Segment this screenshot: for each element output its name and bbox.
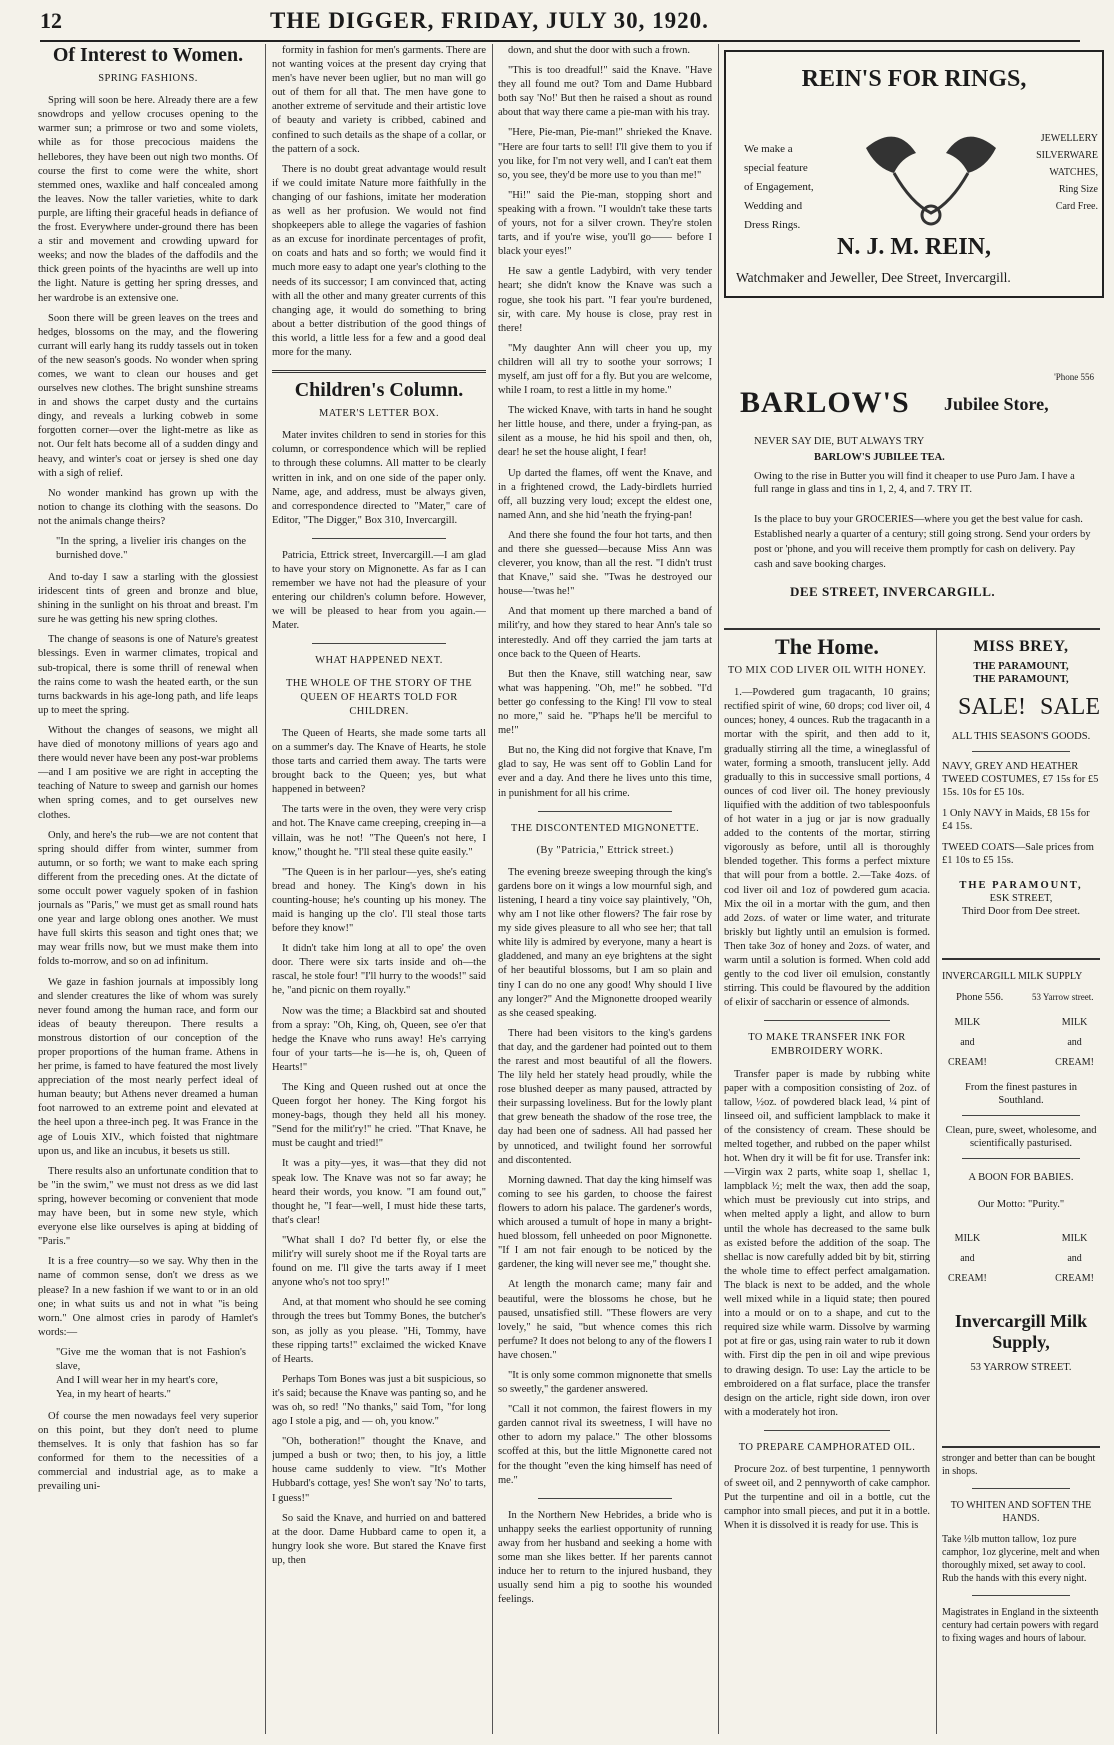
ad-subtitle: THE PARAMOUNT, <box>973 674 1069 685</box>
paragraph: There results also an unfortunate condition that to be "in the swim," we must not dress as we did last spring, however becoming or convenient that mode may have been, but in some new style, which everyone else like ourselves is aping at bidding of "Paris." <box>38 1165 258 1248</box>
paragraph: It didn't take him long at all to ope' the oven door. There were six tarts inside and oh—the rascal, he stole four! "I'll hurry to the woods!" said he, "and picnic on them royally." <box>272 943 486 997</box>
paragraph: Up darted the flames, off went the Knave, and in a frightened crowd, the Lady-birdlets hurried off, all buzzing very loud; except the eldest one, named Ann, and she hid 'neath the frying-pan! <box>498 467 712 521</box>
ad-line: SILVERWARE <box>1036 150 1098 161</box>
paragraph: Without the changes of seasons, we might all have died of monotony millions of years ago and there would never have been any post-war problems—and I am positive we are right in accepting the teaching of Nature to sweep and garnish our homes when spring comes, and to get ourselves new clothes. <box>38 724 258 821</box>
ad-name: Invercargill Milk <box>954 1311 1088 1331</box>
paragraph: Now was the time; a Blackbird sat and shouted from a spray: "Oh, King, oh, Queen, see o'er that hedge the Knave who runs away! He's carrying four of your tarts—he is—he is, oh, Queen of Hearts!" <box>272 1005 486 1073</box>
ad-line: ALL THIS SEASON'S GOODS. <box>951 731 1091 742</box>
paragraph: "Oh, botheration!" thought the Knave, and jumped a bush or two; then, to his joy, a little house came suddenly to view. "It's Mother Hubbard's cottage, yes! She won't say 'No' to tarts, I guess!" <box>272 1436 486 1504</box>
recipe-heading: TO WHITEN AND SOFTEN THE HANDS. <box>950 1500 1092 1524</box>
paragraph: The change of seasons is one of Nature's greatest blessings. Even in warmer climates, tropical and sub-tropical, there is some thrill of renewal when the rains come to wash the heated earth, or the sun turns backwards in his age-long path, and life leaps up to meet the spring. <box>38 634 258 716</box>
paragraph: formity in fashion for men's garments. There are not wanting voices at the present day crying that men's have never been uglier, but no man will go out of them for all that. The men have gone to another extreme of servitude and their artistic love of beauty and variety is cribbed, cabined and confined to such details as the shape of a collar, or the pattern of a sock. <box>272 45 486 155</box>
ad-line: NEVER SAY DIE, BUT ALWAYS TRY <box>754 436 925 447</box>
paragraph: No wonder mankind has grown up with the notion to change its clothing with the seasons. Do not the animals change theirs? <box>38 487 258 527</box>
paragraph: "Here, Pie-man, Pie-man!" shrieked the Knave. "Here are four tarts to sell! I'll give them to you if you like, for I'm not very well, and I can't eat them so, you see, they'd be more use to you than me!" <box>498 127 712 181</box>
divider <box>962 1158 1080 1159</box>
ad-line: BARLOW'S JUBILEE TEA. <box>814 452 945 463</box>
ad-line: WATCHES, <box>1049 167 1098 178</box>
ad-line: ESK STREET, <box>989 893 1053 904</box>
ad-word: CREAM! <box>948 1273 987 1284</box>
paragraph: stronger and better than can be bought in shops. <box>942 1453 1096 1477</box>
paragraph: Soon there will be green leaves on the trees and hedges, blossoms on the may, and the flowering currant will early hang its ruddy tassels out in token of the new season's goods. No wonder when spring comes, we want to clean our houses and get ourselves new clothes. The bright sunshine streams in and shows the carpet dusty and the curtains dingy, and reveals a lurking cobweb in some forgotten corner—over the light-metre as like as not. Our felt hats become all of a sudden dingy and heavy, and winter's coat or jersey is shed one day with a sigh of relief. <box>38 312 258 479</box>
paragraph: And to-day I saw a starling with the glossiest iridescent tints of green and bronze and blue, shining in the sunlight on his throat and breast. I'm sure he was getting his new spring clothes. <box>38 572 258 626</box>
ad-title: REIN'S FOR RINGS, <box>801 66 1027 92</box>
ad-address: 53 Yarrow street. <box>1032 992 1094 1002</box>
divider <box>972 751 1070 752</box>
divider <box>972 1488 1070 1489</box>
column-tips <box>942 1446 1100 1736</box>
column-women <box>38 44 258 1734</box>
ad-word: CREAM! <box>948 1057 987 1068</box>
paragraph: Only, and here's the rub—we are not content that spring should differ from winter, summer from autumn, or so forth; we want to make each spring different from the preceding ones. At the dictate of some occult power vaguely spoken of in fashion journals as "Paris," we must get as small round hats one year and large oblong ones another. We must have full skirts this season and tight ones that; we may wear frills now, but we must make them into folds to-morrow, and so on ad infinitum. <box>38 829 258 968</box>
recipe-heading: TO MAKE TRANSFER INK FOR EMBROIDERY WORK. <box>748 1032 906 1058</box>
divider <box>538 1498 672 1499</box>
milk-cell <box>1055 1013 1094 1073</box>
paragraph: "This is too dreadful!" said the Knave. "Have they all found me out? Tom and Dame Hubbard both say 'No!' But then he raised a shout as round about that way there came a pie-man with his tray. <box>498 65 712 119</box>
section-heading: The Home. <box>775 636 879 659</box>
ad-line: Clean, pure, sweet, wholesome, and scientifically pasturised. <box>945 1125 1097 1149</box>
ad-line: We make a <box>744 143 793 155</box>
birds-ring-icon <box>856 118 1006 228</box>
ad-line: JEWELLERY <box>1040 133 1098 144</box>
paragraph: "My daughter Ann will cheer you up, my children will all try to soothe your sorrows; I myself, am just off for a fly. But you are welcome, while I roam, to rest a little in my home." <box>498 342 712 397</box>
article-subheading: SPRING FASHIONS. <box>98 73 198 85</box>
ad-word: and <box>1067 1253 1082 1264</box>
ad-line: A BOON FOR BABIES. <box>968 1172 1074 1183</box>
paragraph: 1.—Powdered gum tragacanth, 10 grains; rectified spirit of wine, 60 drops; cod liver oil, 4 ounces; honey, 4 ounces. Rub the tragacanth in a mortar with the spirit, and then add to it, gradually stirring all the time, a wineglassful of water, forming a smooth, translucent jelly. Add gradually to this in successive small portions, 4 ounces of cod liver oil. The honey previously liquified with the addition of two tablespoonfuls of hot water in a jug or jar is now gradually added to the contents of the mortar, stirring vigorously as before, until all is thoroughly blended together. This forms a perfect mixture that will pour from a bottle. 2.—Take 4ozs. of cod liver oil and 1oz of powdered gum acacia. Mix the oil in a mortar with the gum, and then add 2ozs. of water or lime water, and triturate briskly but lightly until an emulsion is formed. Then take 3oz of honey and 2ozs. of water, and warm until a solution is formed. When cold add gently to the cod liver oil emulsion, constantly stirring. This could be flavoured by the addition of elixir of saccharin or essence of almonds. <box>724 687 930 1009</box>
paragraph: down, and shut the door with such a frown. <box>508 45 690 56</box>
story-subheading: THE WHOLE OF THE STORY OF THE QUEEN OF HEARTS TOLD FOR CHILDREN. <box>285 677 473 717</box>
divider <box>312 643 446 644</box>
ad-word: and <box>1067 1037 1082 1048</box>
ad-address: 53 YARROW STREET. <box>970 1362 1072 1373</box>
barlow-advertisement <box>724 372 1100 620</box>
ad-line: Is the place to buy your GROCERIES—where you get the best value for cash. Established nearly a quarter of a century; still going strong. Send your orders by post or 'phone, and you will receive them promptly for cash on delivery. Pay cash and save booking charges. <box>754 514 1091 570</box>
ad-line: THE PARAMOUNT, <box>959 880 1083 891</box>
column-rule <box>265 44 266 1734</box>
ad-word: MILK <box>954 1017 981 1028</box>
paragraph: But then the Knave, still watching near, saw what was happening. "Oh, me!" he sobbed. "I'd better go confessing to the King! I'll vow to steal no more," said he. "P'haps he'll be merciful to me!" <box>498 668 712 737</box>
sale-label: SALE! <box>958 694 1026 720</box>
verse-line: Yea, in my heart of hearts." <box>56 1388 171 1400</box>
paragraph: Of course the men nowadays feel very superior on this point, but they don't need to plume themselves. It is only that fashion has so far conformed for them to the necessities of a commercial and industrial age, as to make a prevailing uni- <box>38 1410 258 1493</box>
paragraph: There had been visitors to the king's gardens that day, and the gardener had pointed out to them the rarest and most beautiful of all the flowers. The lily held her stately head proudly, while the rose blushed deeper as many paused, attracted by their surpassing loveliness. But for the lowly plant that grew beneath the shadow of the rose tree, the day had been one of sadness. All had passed her by unnoticed, and twilight found her sorrowful and discontented. <box>498 1027 712 1166</box>
milk-cream-grid <box>948 1229 1094 1289</box>
paragraph: But no, the King did not forgive that Knave, I'm glad to say, He was sent off to Goblin Land for ever and a day. And there he lives unto this time, in punishment for all his crime. <box>498 745 712 799</box>
paragraph: It is a free country—so we say. Why then in the name of common sense, don't we dress as we please? In a new fashion if we want to or in an old one; in what suits us and not in what "is being worn." One almost cries in parody of Hamlet's words:— <box>38 1256 258 1338</box>
paragraph: Transfer paper is made by rubbing white paper with a composition consisting of 2oz. of tallow, ½oz. of powdered black lead, ¼ pint of linseed oil, and sufficient lampblack to make it of the consistency of cream. These should be melted together, and rubbed on the paper whilst hot. When dry it will be fit for use. Transfer ink:—Virgin wax 2 parts, white soap 1, shellac 1, lampblack ½; melt the wax, then add the soap, which must be previously cut into strips, and when melted apply a light, and allow to burn until the whole has decreased to the same bulk as existed before the addition of the soap. The shellac is now carefully added bit by bit, stirring the whole time to effect perfect amalgamation. The black is next to be added, and the whole well mixed while in a liquid state; then poured into a mould or on to a shape, and cut to the required size while warm. Dissolve by warming pot at fire or gas, using rain water to rub it down with. First dip the pen in oil and wipe previous to drawing design. To use: Lay the article to be embroidered on a flat surface, place the transfer design on the article, right side down, iron over with a moderately hot iron. <box>724 1068 930 1418</box>
ad-address: Watchmaker and Jeweller, Dee Street, Invercargill. <box>736 270 1011 285</box>
milk-advertisement <box>942 958 1100 1440</box>
paragraph: "What shall I do? I'd better fly, or else the milit'ry will surely shoot me if the Royal tarts are found on me. I'll give the tarts away if I meet anyone who's not too spry!" <box>272 1234 486 1289</box>
ad-phone: Phone 556. <box>956 992 1004 1003</box>
verse <box>56 1346 246 1402</box>
section-heading: Of Interest to Women. <box>52 44 244 66</box>
ad-line: From the finest pastures in Southland. <box>965 1082 1077 1106</box>
divider <box>724 628 1100 630</box>
divider <box>764 1020 890 1021</box>
paragraph: So said the Knave, and hurried on and battered at the door. Dame Hubbard came to open it, a hungry look she wore. But stared the Knave first up, then <box>272 1512 486 1566</box>
ad-title: BARLOW'S <box>740 386 910 419</box>
paragraph: "The Queen is in her parlour—yes, she's eating bread and honey. The King's down in his counting-house; he's counting up his money. The maid is hanging up the clo'. I'll steal those tarts before they know!" <box>272 866 486 935</box>
ad-subtitle: THE PARAMOUNT, <box>973 661 1069 672</box>
paragraph: In the Northern New Hebrides, a bride who is unhappy seeks the earliest opportunity of running away from her husband and seeking a home with some man she likes better. If her parents cannot induce her to return to the injured husband, they usually send him a pig to soothe his wounded feelings. <box>498 1509 712 1606</box>
brey-advertisement <box>942 638 1100 950</box>
ad-word: and <box>960 1037 975 1048</box>
ad-line: Third Door from Dee street. <box>961 906 1081 917</box>
column-stories <box>498 44 712 1734</box>
paragraph: He saw a gentle Ladybird, with very tender heart; she didn't know the Knave was such a rogue, she took his part. "I fear you're burdened, sir, with care. My house is close, pray rest in there! <box>498 266 712 334</box>
ad-subtitle: Jubilee Store, <box>944 394 1049 414</box>
column-rule <box>936 630 937 1734</box>
milk-cell <box>948 1013 987 1073</box>
paragraph: We gaze in fashion journals at impossibly long and slender creatures the like of whom was surely never found among the human race, and form our ideas of beauty thereupon. There results a monstrous distortion of our conception of the proper proportions of the human frame. Athens in her prime, is famed to have featured the most lively appreciation of the most nearly perfect ideal of human beauty; but Athens never dreamed a human foot narrowed to an extreme point and elevated at the heel upon a three-inch peg. It was France in the age of Louis XIV., which foisted that nightmare upon us, and like an incubus, it besets us still. <box>38 976 258 1157</box>
ad-line: Our Motto: "Purity." <box>977 1199 1065 1210</box>
milk-cell <box>948 1229 987 1289</box>
sale-label: SALE <box>1040 694 1100 720</box>
divider <box>962 1115 1080 1116</box>
paragraph: There is no doubt great advantage would result if we could imitate Nature more faithfully in the changing of our fashions, imitate her moderation as well as her profusion. We would not find shopkeepers able to allege the vagaries of fashion as an excuse for inordinate percentages of profit, on coats and hats and so forth; we would find it much more easy to adapt one year's clothing to the needs of its successor; I am convinced that, acting with all the other and many greater currents of this changing age, it would do something to bring about a better distribution of the good things of this world, a little less for a few and a good deal more for the many. <box>272 163 486 358</box>
paragraph: The evening breeze sweeping through the king's gardens bore on it wings a low mournful sigh, and listening, I heard a tiny voice say plaintively, "Oh, why am I not like other flowers? The fair rose by my side gives pleasure to all who see her; that tall white lily is admired by everyone, many a heart is gladdened, and many an eye brightens at the sight of her beautiful blossoms, but I am so plain and tiny I can do no one any good! Why should I live any longer?" And the Mignonette drooped wearily as she ceased speaking. <box>498 866 712 1019</box>
paragraph: Take ½lb mutton tallow, 1oz pure camphor, 1oz glycerine, melt and when thoroughly mixed, set away to cool. Rub the hands with this every night. <box>942 1534 1100 1584</box>
paragraph: "Call it not common, the fairest flowers in my garden cannot rival its sweetness, I will have no other to adorn my palace." The other blossoms scoffed at this, but the little Mignonette cared not for the thought "even the king himself has need of me." <box>498 1404 712 1486</box>
quotation: "In the spring, a livelier iris changes on the burnished dove." <box>56 536 246 561</box>
paragraph: And there she found the four hot tarts, and then and there she guessed—because Miss Ann was cleverer, you know, than all the rest. "I didn't trust that Knave," said she. "Twas he destroyed our house—'twas he!" <box>498 529 712 598</box>
paragraph: And that moment up there marched a band of milit'ry, and how they stared to hear Ann's tale so interestedly. And off they carried the jam tarts at once back to the Queen of Hearts. <box>498 606 712 660</box>
paragraph: And, at that moment who should he see coming through the trees but Tommy Bones, the butcher's son, as jolly as you please. "Hi, Tommy, have these ripping tarts!" exclaimed the wicked Knave of Hearts. <box>272 1297 486 1365</box>
milk-cell <box>1055 1229 1094 1289</box>
paragraph: Perhaps Tom Bones was just a bit suspicious, so it's said; because the Knave was panting so, and he was oh, so red! "No thanks," said Tom, "for long ago I stole a pig, and — oh, you know." <box>272 1373 486 1428</box>
paragraph: The King and Queen rushed out at once the Queen forgot her honey. The King forgot his money-bags, though they held all his money. "Send for the milit'ry!" he cried. "That Knave, he must be caught and tried!" <box>272 1082 486 1150</box>
ad-title: MISS BREY, <box>973 638 1069 655</box>
ad-line: Wedding and <box>744 200 803 212</box>
sale-banner <box>942 694 1100 730</box>
page-number: 12 <box>40 8 62 33</box>
ad-left-text <box>744 140 854 235</box>
ad-line: of Engagement, <box>744 181 814 193</box>
ad-word: CREAM! <box>1055 1057 1094 1068</box>
recipe-heading: TO MIX COD LIVER OIL WITH HONEY. <box>727 665 927 677</box>
paragraph: It was a pity—yes, it was—that they did not speak low. The Knave was not so far away; he heard their words, you know. "I am found out," thought he, "I fear—well, I must hide these tarts, that's clear! <box>272 1158 486 1226</box>
ad-line: Owing to the rise in Butter you will find it cheaper to use Puro Jam. I have a full range in glass and tins in 1, 2, 4, and 7. TRY IT. <box>754 471 1075 495</box>
verse-line: "Give me the woman that is not Fashion's slave, <box>56 1346 246 1372</box>
milk-cream-grid <box>948 1013 1094 1073</box>
divider <box>764 1430 890 1431</box>
column-rule <box>718 44 719 1734</box>
section-heading: Children's Column. <box>294 379 464 402</box>
ad-line: Dress Rings. <box>744 219 801 231</box>
verse-line: And I will wear her in my heart's core, <box>56 1374 218 1386</box>
divider <box>538 811 672 812</box>
ad-line: Card Free. <box>1055 201 1098 212</box>
divider <box>272 370 486 373</box>
recipe-heading: TO PREPARE CAMPHORATED OIL. <box>738 1441 916 1453</box>
ad-phone: 'Phone 556 <box>1054 372 1094 382</box>
ad-line: 1 Only NAVY in Maids, £8 15s for £4 15s. <box>942 808 1090 832</box>
masthead-title: THE DIGGER, FRIDAY, JULY 30, 1920. <box>270 8 709 33</box>
paragraph: At length the monarch came; many fair and beautiful, were the blossoms he chose, but he paused, unsatisfied still. "These flowers are very lovely," he said, "but whence comes this rich perfume? It does not belong to any of the flowers I have chosen." <box>498 1279 712 1361</box>
paragraph: Patricia, Ettrick street, Invercargill.—I am glad to have your story on Mignonette. As far as I can remember we have not had the pleasure of your entering our children's column before. However, we will be pleased to hear from you again.—Mater. <box>272 549 486 632</box>
article-subheading: MATER'S LETTER BOX. <box>318 408 440 420</box>
rein-advertisement <box>724 50 1104 298</box>
paragraph: Spring will soon be here. Already there are a few snowdrops and yellow crocuses opening to the warmer sun; a primrose or two and some violets, while as for those precocious maidens the hellebores, they have been out nigh two months. Of course the first to come were the white, short stemmed ones, waxlike and half concealed among the leaves. Now the taller varieties, white to dark purple, are lifting their graceful heads in defiance of the frost. Everywhere under-ground there has been a stir and movement and crowding upward for weeks; and now the blades of the daffodils and the thick green points of the hyacinths are well up into the light. Nature is getting her spring dresses, and her wardrobe is an extensive one. <box>38 95 258 304</box>
paragraph: "It is only some common mignonette that smells so sweetly," the gardener answered. <box>498 1369 712 1396</box>
ad-word: MILK <box>1061 1233 1088 1244</box>
story-heading: WHAT HAPPENED NEXT. <box>315 655 443 667</box>
ad-line: TWEED COATS—Sale prices from £1 10s to £5 15s. <box>942 842 1094 866</box>
ad-address: DEE STREET, INVERCARGILL. <box>790 584 996 599</box>
ad-title: INVERCARGILL MILK SUPPLY <box>942 971 1083 982</box>
ad-contact-row <box>942 991 1100 1009</box>
ad-right-text <box>1012 130 1098 215</box>
story-byline: (By "Patricia," Ettrick street.) <box>536 844 674 856</box>
paragraph: Morning dawned. That day the king himself was coming to see his garden, to choose the fairest flowers to adorn his palace. The gardener's words, which aroused a tumult of hope in many a bright-hued blossom, fell unheeded on poor Mignonette. "If I am not fair enough to be noticed by the gardener, the king will never see me," thought she. <box>498 1174 712 1271</box>
divider <box>312 538 446 539</box>
paragraph: The wicked Knave, with tarts in hand he sought her little house, and there, under a frying-pan, as silent as a mouse, he hid his spoil and then, oh, dear! he set the house alight, I fear! <box>498 405 712 459</box>
column-home <box>724 636 930 1734</box>
paragraph: The Queen of Hearts, she made some tarts all on a summer's day. The Knave of Hearts, he stole those tarts and carried them away. The tarts were brought back to the Queen; yes, but what happened in between? <box>272 727 486 796</box>
ad-word: MILK <box>954 1233 981 1244</box>
ad-line: NAVY, GREY AND HEATHER TWEED COSTUMES, £7 15s for £5 15s. 10s for £5 10s. <box>942 761 1099 798</box>
ad-line: Ring Size <box>1058 184 1098 195</box>
paragraph: Magistrates in England in the sixteenth century had certain powers with regard to fixing wages and hours of labour. <box>942 1607 1099 1644</box>
ad-word: CREAM! <box>1055 1273 1094 1284</box>
paragraph: "Hi!" said the Pie-man, stopping short and speaking with a frown. "I wouldn't take these tarts of yours, not for a silver crown. They're stolen tarts, and if you're wise, you'll go—— before I black your eyes!" <box>498 189 712 258</box>
divider <box>972 1595 1070 1596</box>
ad-name: N. J. M. REIN, <box>837 234 991 260</box>
paragraph: Mater invites children to send in stories for this column, or correspondence which will be replied to through these columns. All matter to be clearly written in ink, and on one side of the paper only. Name, age, and address, must be always given, and correspondence directed to "Mater," care of Editor, "The Digger," Box 310, Invercargill. <box>272 430 486 526</box>
story-heading: THE DISCONTENTED MIGNONETTE. <box>510 822 700 834</box>
column-children <box>272 44 486 1734</box>
paragraph: Procure 2oz. of best turpentine, 1 pennyworth of sweet oil, and 2 pennyworth of cake camphor. Put the turpentine and oil in a bottle, cut the camphor into small pieces, and put it in a bottle. When it is dissolved it is ready for use. This is <box>724 1463 930 1532</box>
ad-word: MILK <box>1061 1017 1088 1028</box>
masthead <box>40 6 1080 42</box>
ad-name: Supply, <box>992 1332 1050 1352</box>
ad-line: special feature <box>744 162 808 174</box>
paragraph: The tarts were in the oven, they were very crisp and hot. The Knave came creeping, creeping in—a villain, was he not! "The Queen's not here, I know," thought he. "I'll steal these quite easily." <box>272 804 486 858</box>
ad-word: and <box>960 1253 975 1264</box>
column-rule <box>492 44 493 1734</box>
